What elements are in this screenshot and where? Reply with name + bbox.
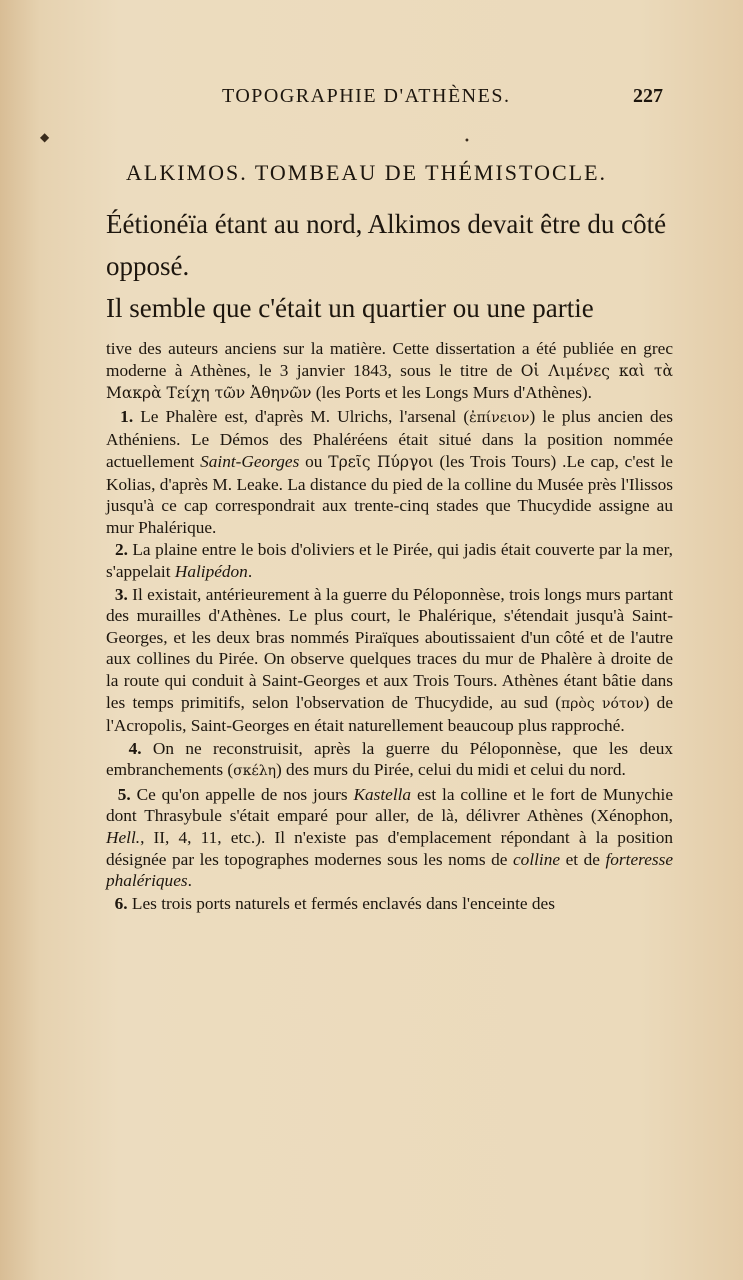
- intro-text: [106, 203, 671, 329]
- note-text: (les Ports et les Longs Murs d'Athènes).: [311, 383, 592, 403]
- note-text: Il existait, antérieurement à la guerre du Péloponnèse, trois longs murs partant des murailles d'Athènes. Le plus court, le Phalérique, s'étendait jusqu'à Saint-Georges, et les deux bras nommés Piraïques aboutissaient d'un côté et de l'autre aux collines du Pirée. On observe quelques traces du mur de Phalère à droite de la route qui conduit à Saint-Georges et aux Trois Tours. Athènes étant bâtie dans les temps primitifs, selon l'observation de Thucydide, au sud (: [106, 584, 673, 712]
- running-title: TOPOGRAPHIE D'ATHÈNES.: [222, 85, 511, 107]
- note-text: et de: [560, 849, 606, 869]
- italic-term: forteresse phalériques: [106, 849, 673, 891]
- footnote-3: [106, 584, 673, 737]
- page-number: 227: [633, 85, 663, 107]
- italic-term: Kastella: [353, 784, 412, 804]
- note-text: .: [247, 561, 253, 581]
- intro-line-2: Il semble que c'était un quartier ou une partie: [106, 293, 594, 323]
- section-title: ALKIMOS. TOMBEAU DE THÉMISTOCLE.: [126, 160, 608, 185]
- note-text: Les trois ports naturels et fermés enclavés dans l'enceinte des: [127, 893, 555, 913]
- footnote-number: 5.: [117, 784, 131, 804]
- note-text: tive des auteurs anciens sur la matière. Cette dissertation a été publiée en grec moderne à Athènes, le 3 janvier 1843, sous le titre de: [106, 339, 673, 380]
- note-text: Ce qu'on appelle de nos jours: [130, 784, 354, 804]
- footnote-4: [106, 738, 673, 783]
- greek-word: σκέλη: [233, 763, 276, 780]
- footnote-6: [106, 893, 673, 915]
- margin-mark: ◆: [40, 130, 50, 144]
- greek-word: ἐπίνειον: [469, 409, 530, 426]
- italic-term: Halipédon: [174, 561, 248, 581]
- footnote-5: [106, 784, 673, 892]
- running-head: [0, 85, 743, 113]
- note-text: .: [187, 871, 192, 891]
- note-text: (les Trois Tours) .Le cap, c'est le Kolias, d'après M. Leake. La distance du pied de la colline du Musée près l'Ilissos jusqu'à ce cap correspondrait aux trente-cinq stades que Thucydide assigne au mur Phalérique.: [106, 451, 673, 537]
- note-text: Le Phalère est, d'après M. Ulrichs, l'arsenal (: [133, 406, 470, 426]
- footnote-number: 4.: [128, 738, 142, 758]
- footnote-number: 1.: [120, 406, 134, 426]
- greek-word: πρὸς νότον: [560, 695, 644, 712]
- note-text: On ne reconstruisit, après la guerre du Péloponnèse, que les deux embranchements (: [106, 738, 674, 780]
- ink-dot: •: [464, 136, 470, 147]
- footnotes: [106, 338, 673, 914]
- greek-title: Οἱ Λιμένες καὶ τὰ Μακρὰ Τείχη τῶν Ἀθηνῶν: [106, 361, 673, 403]
- footnote-number: 3.: [114, 584, 128, 604]
- italic-term: colline: [513, 849, 561, 869]
- footnote-number: 6.: [114, 893, 128, 913]
- italic-term: Hell.: [106, 828, 141, 848]
- note-text: ) de l'Acropolis, Saint-Georges en était naturellement beaucoup plus rapproché.: [106, 692, 673, 736]
- footnote-continuation: [106, 338, 673, 405]
- footnote-2: [106, 539, 673, 582]
- footnote-number: 2.: [114, 540, 128, 560]
- intro-line-1: Éétionéïa étant au nord, Alkimos devait être du côté opposé.: [106, 209, 667, 281]
- note-text: ) des murs du Pirée, celui du midi et celui du nord.: [275, 760, 626, 780]
- note-text: La plaine entre le bois d'oliviers et le Pirée, qui jadis était couverte par la mer, s'appelait: [106, 540, 673, 581]
- note-text: ) le plus ancien des Athéniens. Le Démos des Phaléréens était situé dans la position nommée actuellement: [106, 406, 674, 471]
- greek-word: Τρεῖς Πύργοι: [328, 452, 434, 471]
- footnote-1: [106, 406, 673, 539]
- italic-term: Saint-Georges: [200, 451, 300, 471]
- note-text: est la colline et le fort de Munychie dont Thrasybule s'était emparé pour aller, de là, délivrer Athènes (Xénophon,: [106, 784, 674, 826]
- note-text: , II, 4, 11, etc.). Il n'existe pas d'emplacement répondant à la position désignée par les topographes modernes sous les noms de: [106, 828, 673, 869]
- note-text: ou: [299, 451, 329, 471]
